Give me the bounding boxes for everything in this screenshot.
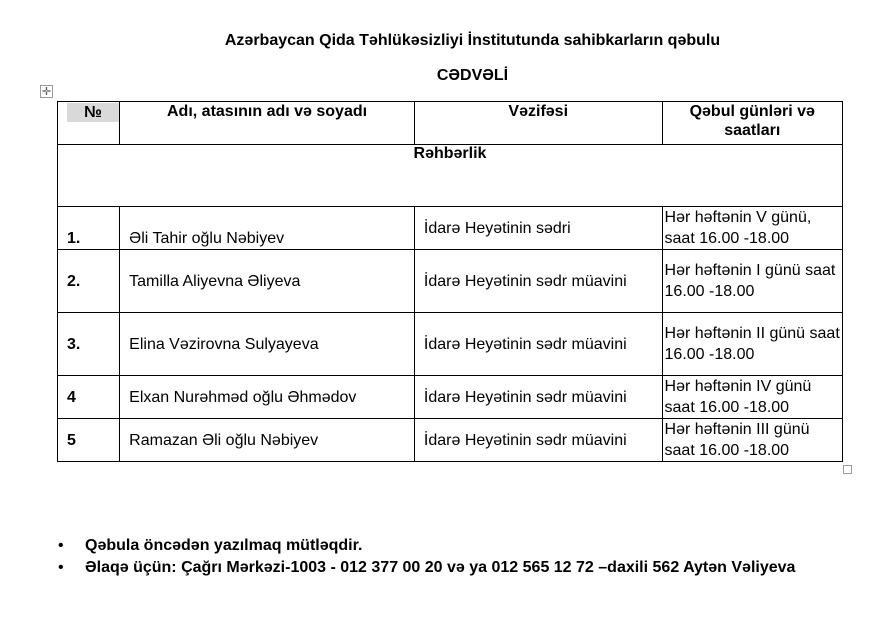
table-row — [58, 313, 843, 376]
document-title: Azərbaycan Qida Təhlükəsizliyi İnstitutunda sahibkarların qəbulu — [224, 32, 721, 49]
table-row — [58, 250, 843, 313]
row-schedule: Hər həftənin IV günü saat 16.00 -18.00 — [662, 376, 842, 419]
table-resize-icon[interactable] — [843, 465, 852, 474]
header-number: № — [58, 102, 120, 145]
row-number: 2. — [58, 250, 120, 313]
row-position: İdarə Heyətinin sədr müavini — [414, 313, 662, 376]
row-number: 4 — [58, 376, 120, 419]
row-number: 3. — [58, 313, 120, 376]
table-row — [58, 419, 843, 462]
row-number: 1. — [58, 207, 120, 250]
row-name: Əli Tahir oğlu Nəbiyev — [120, 207, 415, 250]
row-schedule: Hər həftənin II günü saat 16.00 -18.00 — [662, 313, 842, 376]
row-name: Elina Vəzirovna Sulyayeva — [120, 313, 415, 376]
table-move-icon[interactable]: ✛ — [41, 86, 52, 98]
header-schedule: Qəbul günləri və saatları — [662, 102, 842, 145]
note-item: • Qəbula öncədən yazılmaq mütləqdir. — [85, 535, 875, 556]
row-name: Elxan Nurəhməd oğlu Əhmədov — [120, 376, 415, 419]
row-position: İdarə Heyətinin sədr müavini — [414, 376, 662, 419]
header-name: Adı, atasının adı və soyadı — [120, 102, 415, 145]
row-name: Ramazan Əli oğlu Nəbiyev — [120, 419, 415, 462]
row-position: İdarə Heyətinin sədr müavini — [414, 250, 662, 313]
table-row — [58, 207, 843, 250]
table-row — [58, 376, 843, 419]
row-name: Tamilla Aliyevna Əliyeva — [120, 250, 415, 313]
section-row — [58, 145, 843, 207]
table-header-row — [58, 102, 843, 145]
section-label: Rəhbərlik — [58, 145, 843, 207]
header-position: Vəzifəsi — [414, 102, 662, 145]
row-position: İdarə Heyətinin sədri — [414, 207, 662, 250]
row-schedule: Hər həftənin I günü saat 16.00 -18.00 — [662, 250, 842, 313]
row-position: İdarə Heyətinin sədr müavini — [414, 419, 662, 462]
row-schedule: Hər həftənin V günü, saat 16.00 -18.00 — [662, 207, 842, 250]
notes-list — [57, 535, 875, 579]
note-item: • Əlaqə üçün: Çağrı Mərkəzi-1003 - 012 377 00 20 və ya 012 565 12 72 –daxili 562 Aytən Vəliyeva — [85, 557, 875, 578]
reception-schedule-table — [57, 101, 843, 462]
row-schedule: Hər həftənin III günü saat 16.00 -18.00 — [662, 419, 842, 462]
document-subtitle: CƏDVƏLİ — [436, 67, 509, 84]
row-number: 5 — [58, 419, 120, 462]
